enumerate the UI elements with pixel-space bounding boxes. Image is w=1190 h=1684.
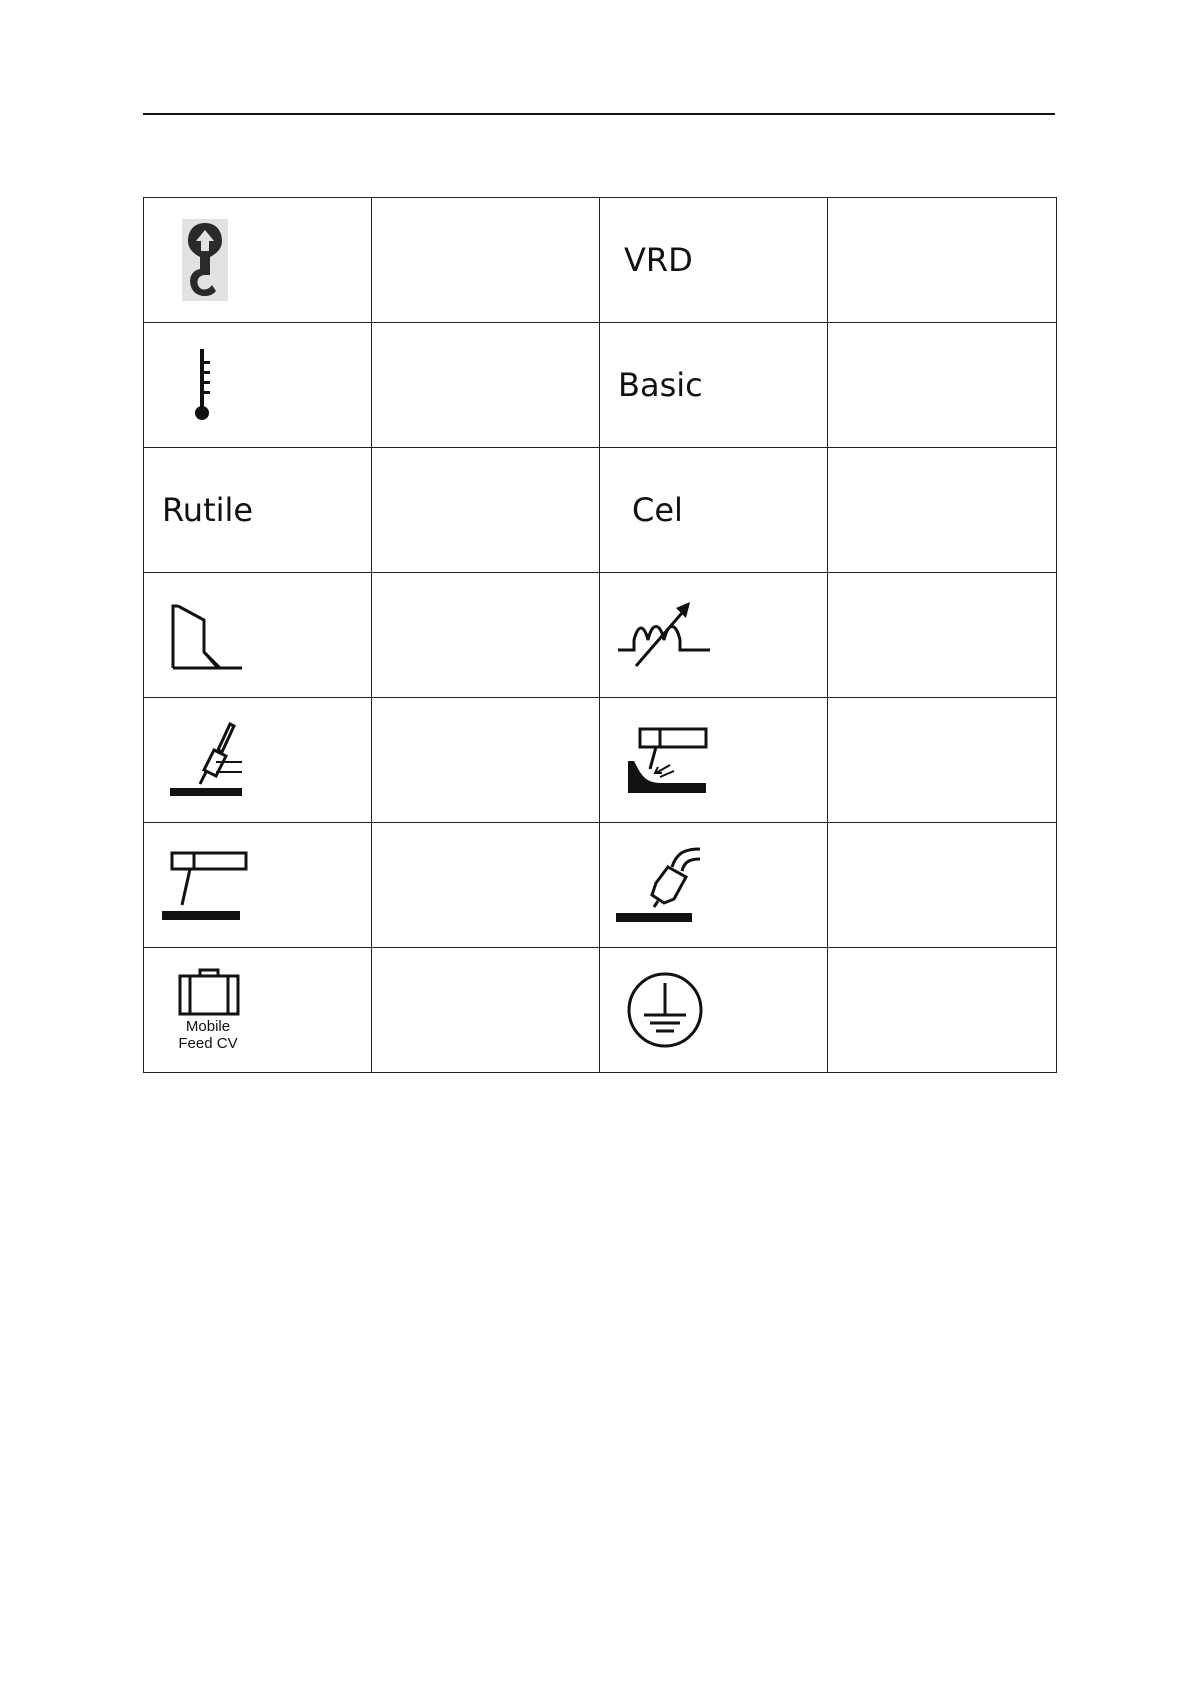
- description-cell: [828, 323, 1057, 448]
- symbol-cell: [600, 823, 828, 948]
- mma-electrode-welding-icon: [170, 722, 244, 798]
- table-row: [144, 698, 1057, 823]
- symbol-cell: [144, 698, 372, 823]
- mobile-feed-caption: [168, 1018, 248, 1052]
- description-cell: [372, 323, 600, 448]
- description-cell: [372, 573, 600, 698]
- symbol-cell: [600, 948, 828, 1073]
- vrd-label: VRD: [624, 241, 693, 279]
- symbol-cell: [600, 698, 828, 823]
- table-row: [144, 823, 1057, 948]
- tig-lift-arc-icon: [622, 725, 708, 795]
- symbol-cell: [144, 823, 372, 948]
- protective-earth-icon: [626, 971, 704, 1049]
- description-cell: [372, 948, 600, 1073]
- table-row: [144, 573, 1057, 698]
- symbol-cell: [600, 448, 828, 573]
- symbol-cell: [600, 198, 828, 323]
- thermometer-icon: [194, 349, 214, 421]
- mobile-caption-line: Mobile: [185, 1018, 231, 1035]
- symbol-cell: [600, 323, 828, 448]
- description-cell: [828, 198, 1057, 323]
- feed-cv-caption-line: Feed CV: [178, 1035, 238, 1052]
- description-cell: [372, 698, 600, 823]
- symbols-table: [143, 197, 1057, 1073]
- table-row: [144, 448, 1057, 573]
- mig-gun-welding-icon: [616, 847, 702, 923]
- tig-torch-icon: [162, 849, 248, 921]
- symbol-cell: [144, 573, 372, 698]
- table-row: [144, 948, 1057, 1073]
- table-row: [144, 198, 1057, 323]
- description-cell: [828, 573, 1057, 698]
- description-cell: [372, 198, 600, 323]
- description-cell: [372, 823, 600, 948]
- description-cell: [828, 948, 1057, 1073]
- rutile-label: Rutile: [162, 491, 254, 529]
- description-cell: [828, 698, 1057, 823]
- table-row: [144, 323, 1057, 448]
- symbol-cell: [144, 198, 372, 323]
- drooping-characteristic-icon: [170, 598, 244, 672]
- symbol-cell: [600, 573, 828, 698]
- symbol-cell: [144, 323, 372, 448]
- cel-label: Cel: [632, 491, 683, 529]
- description-cell: [828, 448, 1057, 573]
- hook-lift-icon: [182, 219, 228, 301]
- description-cell: [828, 823, 1057, 948]
- header-rule: [143, 113, 1055, 115]
- arc-force-icon: [616, 600, 712, 670]
- description-cell: [372, 448, 600, 573]
- symbol-cell: [144, 448, 372, 573]
- basic-label: Basic: [618, 366, 703, 404]
- suitcase-icon: [178, 968, 240, 1016]
- symbol-cell: [144, 948, 372, 1073]
